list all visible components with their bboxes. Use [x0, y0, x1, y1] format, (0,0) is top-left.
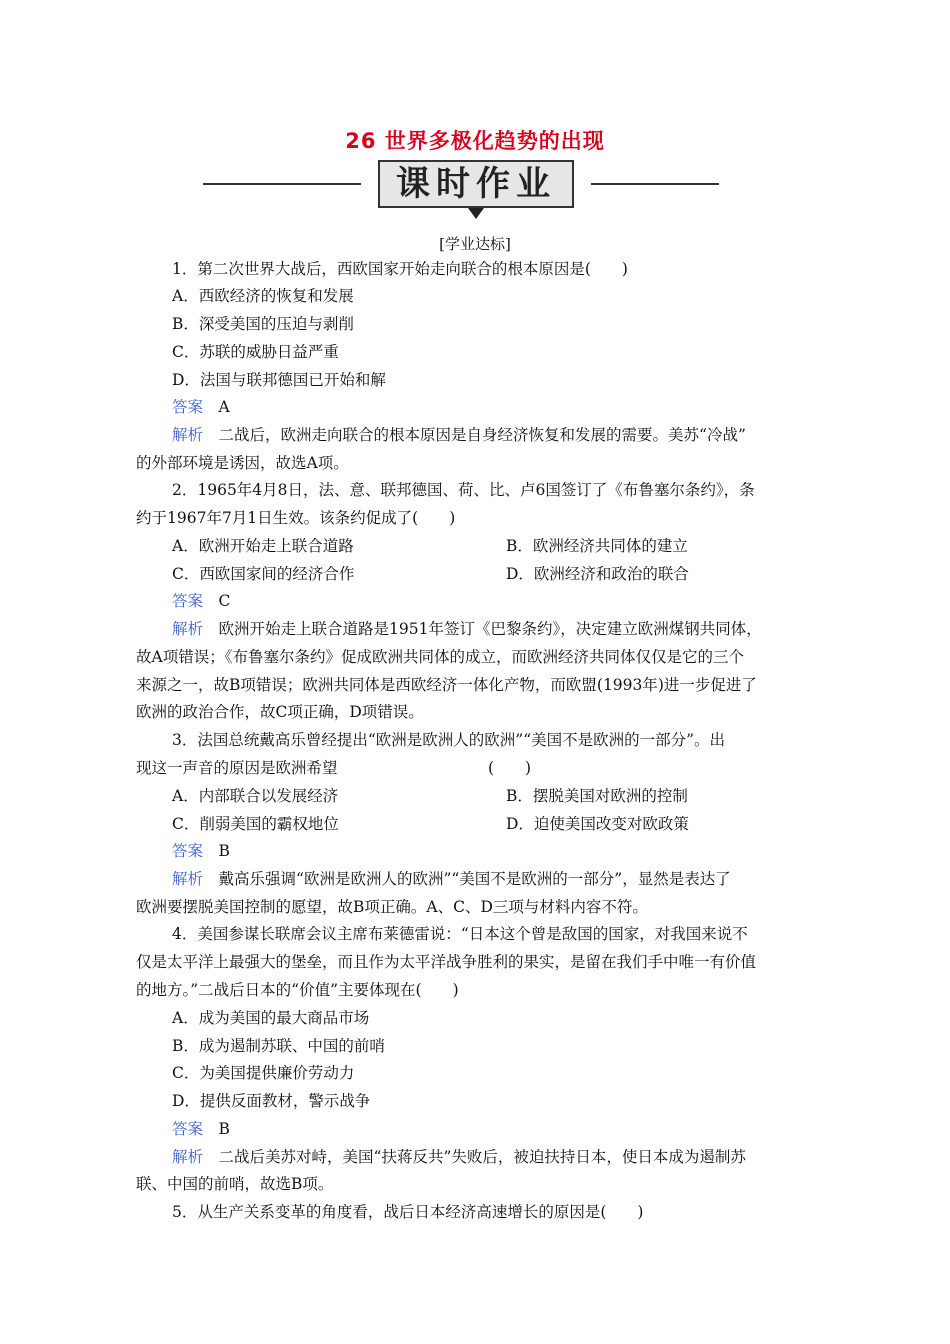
q4-option-d: D．提供反面教材，警示战争 — [172, 1092, 371, 1110]
q2-answer-value: C — [218, 592, 231, 610]
q1-analysis-2: 的外部环境是诱因，故选A项。 — [136, 454, 349, 472]
q1-option-d: D．法国与联邦德国已开始和解 — [172, 371, 386, 389]
q1-answer-value: A — [218, 398, 230, 416]
answer-label: 答案 — [172, 1120, 204, 1138]
q4-option-a: A．成为美国的最大商品市场 — [172, 1009, 370, 1027]
badge-label: 课时作业 — [396, 164, 556, 204]
title-rule-right — [591, 183, 719, 185]
q1-option-c: C．苏联的威胁日益严重 — [172, 343, 339, 361]
q3-answer — [172, 841, 230, 861]
q4-answer-value: B — [218, 1120, 230, 1138]
q3-answer-blank: ( ) — [488, 759, 532, 777]
q5-stem: 5．从生产关系变革的角度看，战后日本经济高速增长的原因是( ) — [172, 1203, 644, 1221]
answer-label: 答案 — [172, 398, 204, 416]
q4-stem-3: 的地方。”二战后日本的“价值”主要体现在( ) — [136, 981, 459, 999]
q4-stem-2: 仅是太平洋上最强大的堡垒，而且作为太平洋战争胜利的果实，是留在我们手中唯一有价值 — [136, 953, 757, 971]
q2-answer — [172, 591, 230, 611]
q3-option-a: A．内部联合以发展经济 — [172, 787, 339, 805]
q2-option-d: D．欧洲经济和政治的联合 — [506, 565, 689, 583]
q2-analysis-2: 故A项错误；《布鲁塞尔条约》促成欧洲共同体的成立，而欧洲经济共同体仅仅是它的三个 — [136, 648, 744, 666]
q3-stem-2: 现这一声音的原因是欧洲希望 — [136, 759, 338, 777]
q2-option-a: A．欧洲开始走上联合道路 — [172, 537, 354, 555]
q2-stem-2: 约于1967年7月1日生效。该条约促成了( ) — [136, 509, 456, 527]
q2-analysis-4: 欧洲的政治合作，故C项正确，D项错误。 — [136, 703, 424, 721]
q1-option-b: B．深受美国的压迫与剥削 — [172, 315, 354, 333]
q3-option-b: B．摆脱美国对欧洲的控制 — [506, 787, 688, 805]
q1-analysis — [172, 425, 746, 445]
q4-option-c: C．为美国提供廉价劳动力 — [172, 1064, 355, 1082]
q2-analysis-3: 来源之一，故B项错误；欧洲共同体是西欧经济一体化产物，而欧盟(1993年)进一步促进了 — [136, 676, 757, 694]
answer-label: 答案 — [172, 842, 204, 860]
q4-analysis-1: 二战后美苏对峙，美国“扶蒋反共”失败后，被迫扶持日本，使日本成为遏制苏 — [218, 1148, 746, 1166]
q3-analysis-1: 戴高乐强调“欧洲是欧洲人的欧洲”“美国不是欧洲的一部分”，显然是表达了 — [218, 870, 731, 888]
homework-badge — [378, 160, 574, 208]
badge-pointer-icon — [468, 208, 484, 219]
q4-analysis — [172, 1147, 746, 1167]
q2-analysis-1: 欧洲开始走上联合道路是1951年签订《巴黎条约》，决定建立欧洲煤钢共同体， — [218, 620, 762, 638]
analysis-label: 解析 — [172, 870, 204, 888]
q2-option-c: C．西欧国家间的经济合作 — [172, 565, 355, 583]
title-rule-left — [203, 183, 361, 185]
analysis-label: 解析 — [172, 1148, 204, 1166]
q3-option-d: D．迫使美国改变对欧政策 — [506, 815, 689, 833]
q1-analysis-1: 二战后，欧洲走向联合的根本原因是自身经济恢复和发展的需要。美苏“冷战” — [218, 426, 746, 444]
q3-stem-1: 3．法国总统戴高乐曾经提出“欧洲是欧洲人的欧洲”“美国不是欧洲的一部分”。出 — [172, 731, 726, 749]
section-heading: [学业达标] — [439, 235, 511, 253]
page-title: 26 世界多极化趋势的出现 — [345, 129, 605, 153]
q4-analysis-2: 联、中国的前哨，故选B项。 — [136, 1175, 334, 1193]
q4-option-b: B．成为遏制苏联、中国的前哨 — [172, 1037, 385, 1055]
analysis-label: 解析 — [172, 426, 204, 444]
q1-option-a: A．西欧经济的恢复和发展 — [172, 287, 354, 305]
q3-analysis — [172, 869, 731, 889]
q3-option-c: C．削弱美国的霸权地位 — [172, 815, 339, 833]
q4-stem-1: 4．美国参谋长联席会议主席布莱德雷说：“日本这个曾是敌国的国家，对我国来说不 — [172, 925, 748, 943]
q2-stem-1: 2．1965年4月8日，法、意、联邦德国、荷、比、卢6国签订了《布鲁塞尔条约》，条 — [172, 481, 755, 499]
q2-option-b: B．欧洲经济共同体的建立 — [506, 537, 688, 555]
q3-answer-value: B — [218, 842, 230, 860]
q2-analysis — [172, 619, 762, 639]
q4-answer — [172, 1119, 230, 1139]
q1-answer — [172, 397, 230, 417]
q1-stem: 1．第二次世界大战后，西欧国家开始走向联合的根本原因是( ) — [172, 260, 628, 278]
answer-label: 答案 — [172, 592, 204, 610]
q3-analysis-2: 欧洲要摆脱美国控制的愿望，故B项正确。A、C、D三项与材料内容不符。 — [136, 898, 648, 916]
analysis-label: 解析 — [172, 620, 204, 638]
